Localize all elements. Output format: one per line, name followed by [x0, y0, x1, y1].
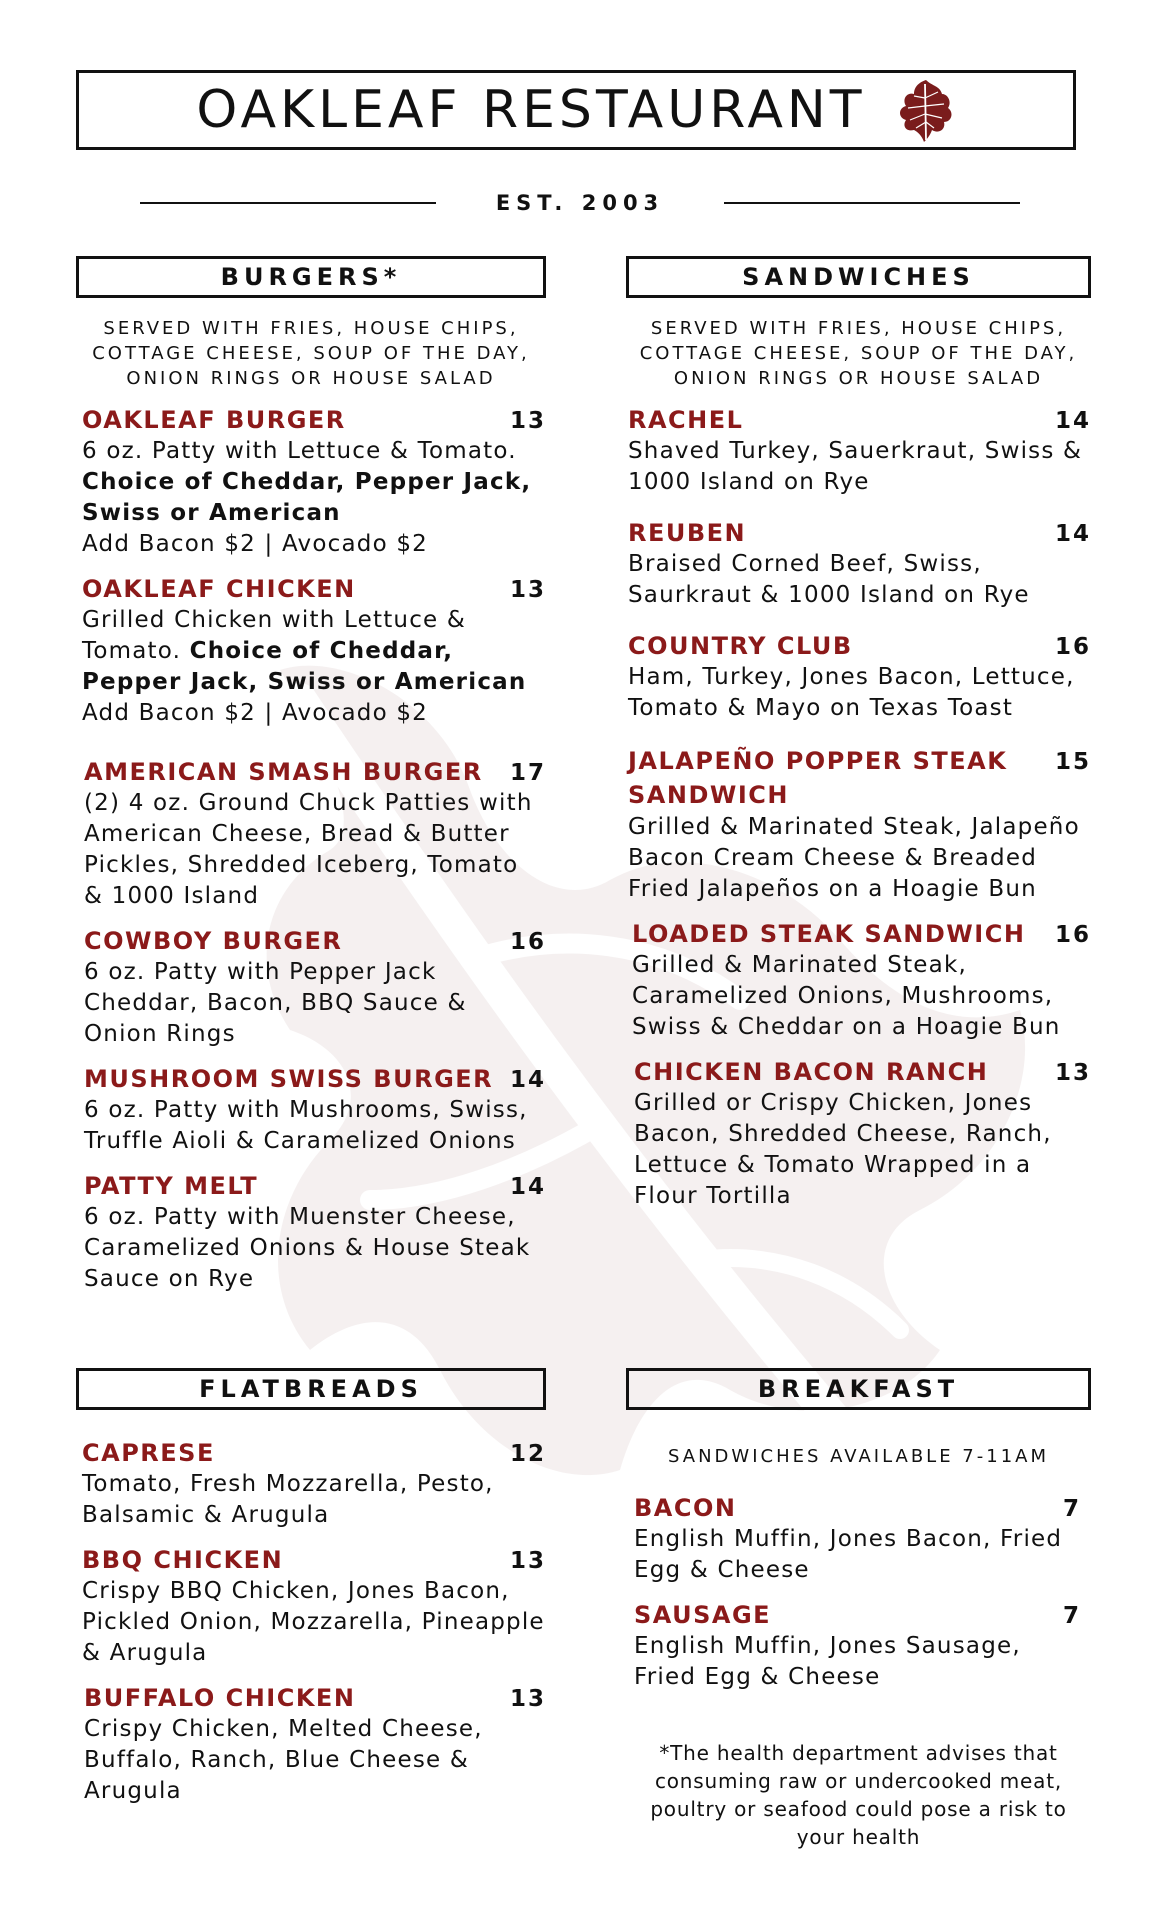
menu-item	[626, 919, 1091, 1043]
menu-item	[626, 1600, 1091, 1693]
menu-item	[76, 1438, 546, 1531]
health-disclaimer: *The health department advises that consuming raw or undercooked meat, poultry or seafood could pose a risk to your health	[650, 1741, 1067, 1849]
item-description: 6 oz. Patty with Lettuce & Tomato. Choice of Cheddar, Pepper Jack, Swiss or American Add Bacon $2 | Avocado $2	[82, 438, 532, 557]
sandwiches-section	[626, 256, 1091, 1212]
burgers-note: SERVED WITH FRIES, HOUSE CHIPS, COTTAGE CHEESE, SOUP OF THE DAY, ONION RINGS OR HOUSE SALAD	[92, 318, 530, 389]
item-description: Grilled & Marinated Steak, Caramelized Onions, Mushrooms, Swiss & Cheddar on a Hoagie Bun	[632, 952, 1061, 1040]
item-description: Grilled & Marinated Steak, Jalapeño Bacon Cream Cheese & Breaded Fried Jalapeños on a Hoagie Bun	[628, 814, 1080, 902]
item-name: CAPRESE	[82, 1439, 215, 1467]
item-price: 14	[1054, 521, 1091, 547]
item-name: RACHEL	[628, 406, 744, 434]
menu-item	[76, 1545, 546, 1669]
item-name: COUNTRY CLUB	[628, 632, 853, 660]
divider-right	[724, 202, 1020, 204]
item-name: REUBEN	[628, 519, 747, 547]
item-price: 16	[1054, 634, 1091, 660]
item-price: 13	[509, 1686, 546, 1712]
item-price: 13	[1054, 1060, 1091, 1086]
menu-item	[76, 574, 546, 729]
item-name: PATTY MELT	[84, 1172, 259, 1200]
item-price: 12	[509, 1441, 546, 1467]
item-name: MUSHROOM SWISS BURGER	[84, 1065, 494, 1093]
item-description: Shaved Turkey, Sauerkraut, Swiss & 1000 Island on Rye	[628, 438, 1083, 495]
menu-item	[76, 757, 546, 912]
item-description: 6 oz. Patty with Pepper Jack Cheddar, Bacon, BBQ Sauce & Onion Rings	[84, 959, 467, 1047]
item-price: 13	[509, 1548, 546, 1574]
item-name: OAKLEAF CHICKEN	[82, 575, 356, 603]
item-price: 15	[1054, 749, 1091, 775]
item-description: English Muffin, Jones Sausage, Fried Egg & Cheese	[634, 1633, 1021, 1690]
item-description: 6 oz. Patty with Muenster Cheese, Caramelized Onions & House Steak Sauce on Rye	[84, 1204, 531, 1292]
menu-item	[76, 1683, 546, 1807]
menu-item	[626, 744, 1091, 905]
menu-item	[626, 631, 1091, 724]
item-price: 7	[1062, 1603, 1081, 1629]
item-name: COWBOY BURGER	[84, 927, 343, 955]
item-description: Ham, Turkey, Jones Bacon, Lettuce, Tomato & Mayo on Texas Toast	[628, 664, 1075, 721]
item-description: English Muffin, Jones Bacon, Fried Egg & Cheese	[634, 1526, 1063, 1583]
item-name: BBQ CHICKEN	[82, 1546, 284, 1574]
established-text: EST. 2003	[495, 191, 665, 215]
item-description: Tomato, Fresh Mozzarella, Pesto, Balsamic & Arugula	[82, 1471, 494, 1528]
breakfast-section	[626, 1368, 1091, 1851]
item-name: JALAPEÑO POPPER STEAK SANDWICH	[628, 747, 1008, 809]
item-price: 7	[1062, 1496, 1081, 1522]
menu-item	[626, 1057, 1091, 1212]
item-price: 14	[509, 1174, 546, 1200]
item-description: Grilled Chicken with Lettuce & Tomato. Choice of Cheddar, Pepper Jack, Swiss or American Add Bacon $2 | Avocado $2	[82, 607, 527, 726]
menu-item	[76, 1064, 546, 1157]
divider-left	[140, 202, 436, 204]
menu-item	[626, 518, 1091, 611]
menu-item	[76, 1171, 546, 1295]
item-name: SAUSAGE	[634, 1601, 772, 1629]
restaurant-title: OAKLEAF RESTAURANT	[196, 80, 866, 140]
menu-item	[76, 405, 546, 560]
oak-leaf-icon	[896, 76, 956, 144]
item-description: 6 oz. Patty with Mushrooms, Swiss, Truffle Aioli & Caramelized Onions	[84, 1097, 528, 1154]
menu-item	[76, 926, 546, 1050]
item-description: Braised Corned Beef, Swiss, Saurkraut & 1000 Island on Rye	[628, 551, 1030, 608]
item-name: OAKLEAF BURGER	[82, 406, 346, 434]
item-price: 14	[1054, 408, 1091, 434]
menu-item	[626, 405, 1091, 498]
item-description: Grilled or Crispy Chicken, Jones Bacon, Shredded Cheese, Ranch, Lettuce & Tomato Wrapped in a Flour Tortilla	[634, 1090, 1052, 1209]
flatbreads-heading: FLATBREADS	[76, 1368, 546, 1410]
item-price: 13	[509, 577, 546, 603]
item-description: (2) 4 oz. Ground Chuck Patties with American Cheese, Bread & Butter Pickles, Shredded Iceberg, Tomato & 1000 Island	[84, 790, 533, 909]
item-price: 14	[509, 1067, 546, 1093]
flatbreads-section	[76, 1368, 546, 1807]
sandwiches-heading: SANDWICHES	[626, 256, 1091, 298]
item-price: 17	[509, 760, 546, 786]
breakfast-heading: BREAKFAST	[626, 1368, 1091, 1410]
item-name: BUFFALO CHICKEN	[84, 1684, 356, 1712]
item-name: CHICKEN BACON RANCH	[634, 1058, 989, 1086]
breakfast-note: SANDWICHES AVAILABLE 7-11AM	[668, 1446, 1049, 1467]
item-name: AMERICAN SMASH BURGER	[84, 758, 483, 786]
item-description: Crispy BBQ Chicken, Jones Bacon, Pickled Onion, Mozzarella, Pineapple & Arugula	[82, 1578, 545, 1666]
sandwiches-note: SERVED WITH FRIES, HOUSE CHIPS, COTTAGE CHEESE, SOUP OF THE DAY, ONION RINGS OR HOUSE SALAD	[639, 318, 1078, 389]
item-price: 13	[509, 408, 546, 434]
burgers-section	[76, 256, 546, 1295]
menu-item	[626, 1493, 1091, 1586]
item-name: BACON	[634, 1494, 737, 1522]
burgers-heading: BURGERS*	[76, 256, 546, 298]
item-name: LOADED STEAK SANDWICH	[632, 920, 1026, 948]
item-price: 16	[509, 929, 546, 955]
item-price: 16	[1054, 922, 1091, 948]
established-row	[140, 188, 1020, 218]
item-description: Crispy Chicken, Melted Cheese, Buffalo, Ranch, Blue Cheese & Arugula	[84, 1716, 483, 1804]
restaurant-title-box	[76, 70, 1076, 150]
